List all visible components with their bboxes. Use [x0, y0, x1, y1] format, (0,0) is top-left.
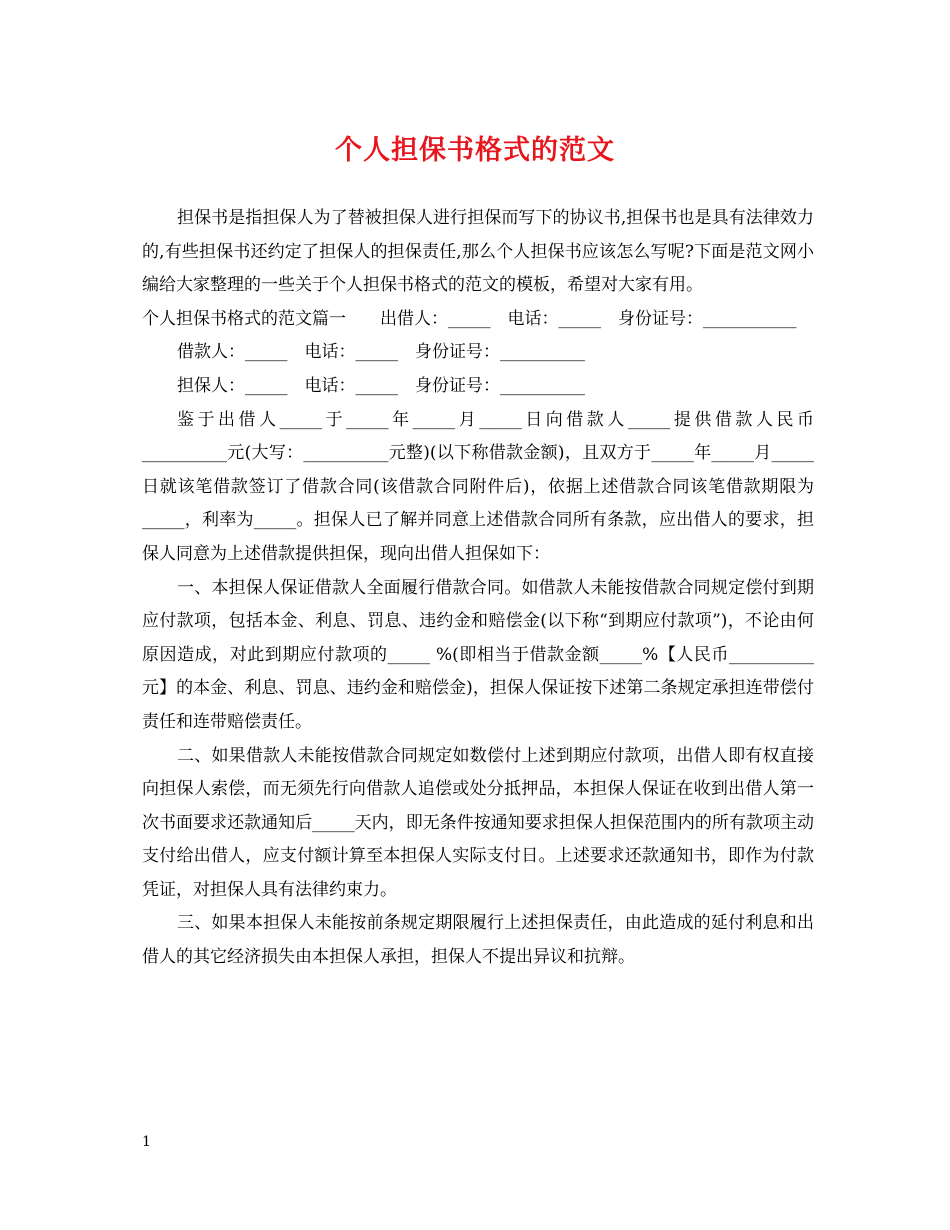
paragraph-clause-one: 一、本担保人保证借款人全面履行借款合同。如借款人未能按借款合同规定偿付到期应付款项，包括本金、利息、罚息、违约金和赔偿金(以下称“到期应付款项”)，不论由何原因造成，对此到期应付款项的_____ %(即相当于借款金额_____%【人民币__________元】的本金、利息、罚息、违约金和赔偿金)，担保人保证按下述第二条规定承担连带偿付责任和连带赔偿责任。	[142, 577, 814, 732]
section-header-line: 个人担保书格式的范文篇一 出借人：_____ 电话：_____ 身份证号：___________	[142, 308, 797, 329]
paragraph-clause-two: 二、如果借款人未能按借款合同规定如数偿付上述到期应付款项，出借人即有权直接向担保人索偿，而无须先行向借款人追偿或处分抵押品，本担保人保证在收到出借人第一次书面要求还款通知后_____天内，即无条件按通知要求担保人担保范围内的所有款项主动支付给出借人，应支付额计算至本担保人实际支付日。上述要求还款通知书，即作为付款凭证，对担保人具有法律约束力。	[142, 745, 814, 900]
borrower-line: 借款人：_____ 电话：_____ 身份证号：__________	[177, 342, 585, 363]
paragraph-clause-three: 三、如果本担保人未能按前条规定期限履行上述担保责任，由此造成的延付利息和出借人的其它经济损失由本担保人承担，担保人不提出异议和抗辩。	[142, 913, 814, 968]
document-body	[142, 202, 814, 975]
paragraph-loan-terms: 鉴于出借人_____于_____年_____月_____日向借款人_____提供借款人民币__________元(大写：__________元整)(以下称借款金额)，且双方于_____年_____月_____日就该笔借款签订了借款合同(该借款合同附件后)，依据上述借款合同该笔借款期限为_____，利率为_____。担保人已了解并同意上述借款合同所有条款，应出借人的要求，担保人同意为上述借款提供担保，现向出借人担保如下：	[142, 409, 814, 564]
intro-paragraph: 担保书是指担保人为了替被担保人进行担保而写下的协议书,担保书也是具有法律效力的,有些担保书还约定了担保人的担保责任,那么个人担保书应该怎么写呢?下面是范文网小编给大家整理的一些关于个人担保书格式的范文的模板，希望对大家有用。	[142, 208, 814, 296]
page-number: 1	[142, 1134, 151, 1150]
guarantor-line: 担保人：_____ 电话：_____ 身份证号：__________	[177, 375, 585, 396]
document-title: 个人担保书格式的范文	[335, 135, 615, 166]
